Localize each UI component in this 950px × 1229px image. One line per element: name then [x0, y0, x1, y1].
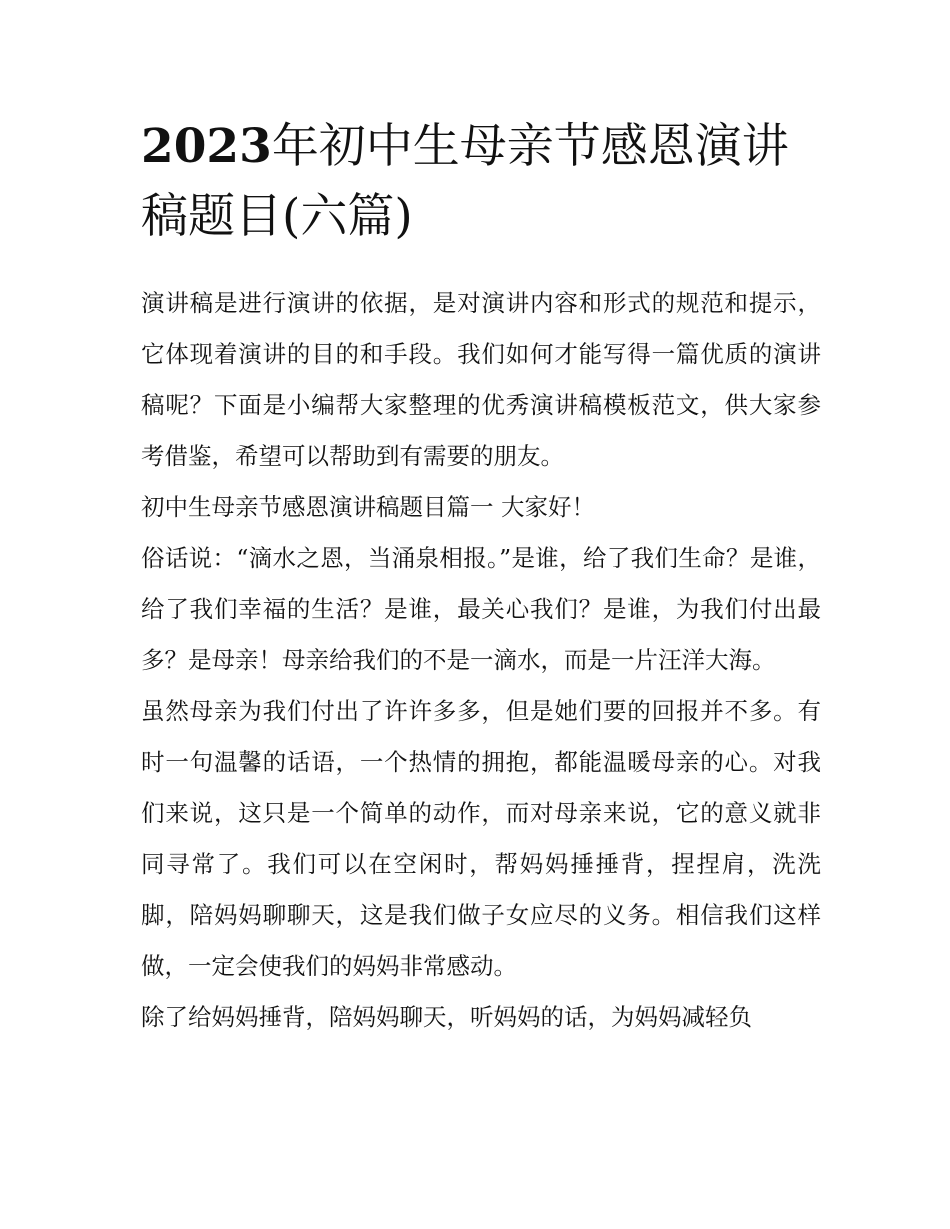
document-body: [141, 278, 821, 1043]
title-year: 2023: [141, 119, 272, 174]
section-heading-paragraph: 初中生母亲节感恩演讲稿题目篇一 大家好！: [141, 493, 595, 521]
document-title: [141, 112, 821, 252]
body-paragraph: 虽然母亲为我们付出了许许多多，但是她们要的回报并不多。有时一句温馨的话语，一个热情的拥抱，都能温暖母亲的心。对我们来说，这只是一个简单的动作，而对母亲来说，它的意义就非同寻常了。我们可以在空闲时，帮妈妈捶捶背，捏捏肩，洗洗脚，陪妈妈聊聊天，这是我们做子女应尽的义务。相信我们这样做，一定会使我们的妈妈非常感动。: [141, 697, 821, 980]
document-page: [141, 112, 821, 1043]
title-text: 年初中生母亲节感恩演讲稿题目(六篇): [141, 119, 789, 244]
body-paragraph: 除了给妈妈捶背，陪妈妈聊天，听妈妈的话，为妈妈减轻负: [141, 1003, 752, 1031]
intro-paragraph: 演讲稿是进行演讲的依据，是对演讲内容和形式的规范和提示，它体现着演讲的目的和手段。我们如何才能写得一篇优质的演讲稿呢？下面是小编帮大家整理的优秀演讲稿模板范文，供大家参考借鉴，希望可以帮助到有需要的朋友。: [141, 289, 821, 470]
body-paragraph: 俗话说：“滴水之恩，当涌泉相报。”是谁，给了我们生命？是谁，给了我们幸福的生活？是谁，最关心我们？是谁，为我们付出最多？是母亲！母亲给我们的不是一滴水，而是一片汪洋大海。: [141, 544, 821, 674]
